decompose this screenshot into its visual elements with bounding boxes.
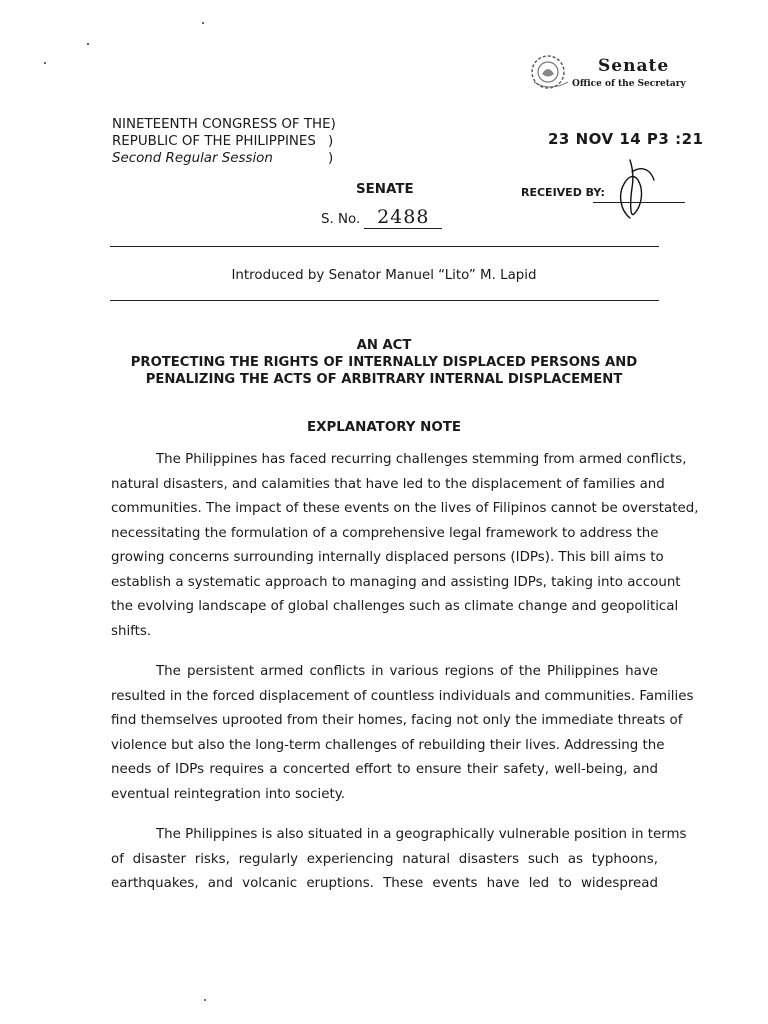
congress-block — [112, 116, 336, 167]
bill-number: 2488 — [364, 206, 442, 229]
congress-paren: ) — [328, 151, 334, 166]
paragraph-line: the evolving landscape of global challenges such as climate change and geopolitical — [111, 599, 679, 614]
paragraph-line: natural disasters, and calamities that have led to the displacement of families and — [111, 476, 665, 492]
scan-speck — [87, 43, 89, 45]
act-title-line: PENALIZING THE ACTS OF ARBITRARY INTERNAL DISPLACEMENT — [145, 372, 623, 387]
act-title-line: AN ACT — [356, 338, 412, 353]
explanatory-note-heading: EXPLANATORY NOTE — [306, 420, 462, 435]
paragraph-line: necessitating the formulation of a comprehensive legal framework to address the — [111, 525, 659, 541]
paragraph-line: establish a systematic approach to managing and assisting IDPs, taking into account — [111, 574, 681, 590]
paragraph-line: growing concerns surrounding internally displaced persons (IDPs). This bill aims to — [111, 550, 664, 565]
divider-top — [110, 246, 659, 247]
divider-bottom — [110, 300, 659, 301]
introduced-by: Introduced by Senator Manuel “Lito” M. Lapid — [231, 268, 537, 283]
act-title-line: PROTECTING THE RIGHTS OF INTERNALLY DISPLACED PERSONS AND — [130, 355, 638, 370]
paragraph-line: violence but also the long-term challenges of rebuilding their lives. Addressing the — [111, 737, 665, 753]
paragraph-line: The Philippines is also situated in a geographically vulnerable position in terms — [156, 827, 687, 842]
scan-speck — [204, 999, 206, 1001]
session-label: Second Regular Session — [112, 151, 273, 166]
congress-line-2: REPUBLIC OF THE PHILIPPINES — [112, 134, 316, 149]
paragraph-2 — [111, 660, 694, 807]
congress-paren: ) — [328, 134, 334, 149]
paragraph-line: communities. The impact of these events on the lives of Filipinos cannot be overstated, — [111, 501, 699, 516]
paragraph-line: of disaster risks, regularly experiencing natural disasters such as typhoons, — [111, 851, 658, 867]
act-title — [100, 337, 668, 388]
paragraph-line: The persistent armed conflicts in various regions of the Philippines have — [156, 664, 658, 679]
chamber-heading: SENATE — [356, 182, 414, 197]
paragraph-3 — [111, 823, 687, 897]
stamp-office: Office of the Secretary — [572, 79, 686, 89]
paragraph-line: find themselves uprooted from their homes, facing not only the immediate threats of — [111, 713, 683, 728]
scan-speck — [44, 62, 46, 64]
paragraph-line: earthquakes, and volcanic eruptions. These events have led to widespread — [111, 876, 658, 891]
paragraph-line: The Philippines has faced recurring challenges stemming from armed conflicts, — [156, 452, 687, 467]
scan-speck — [202, 22, 204, 24]
office-stamp — [572, 54, 712, 98]
congress-line-1: NINETEENTH CONGRESS OF THE — [112, 117, 331, 132]
bill-number-prefix: S. No. — [321, 212, 361, 227]
paragraph-1 — [111, 448, 699, 644]
paragraph-line: needs of IDPs requires a concerted effort to ensure their safety, well-being, and — [111, 762, 658, 777]
paragraph-line: shifts. — [111, 623, 152, 639]
receiver-signature — [608, 158, 658, 222]
paragraph-line: resulted in the forced displacement of countless individuals and communities. Families — [111, 688, 694, 704]
received-date-stamp: 23 NOV 14 P3 :21 — [548, 130, 704, 148]
senate-seal-icon — [528, 52, 572, 92]
paragraph-line: eventual reintegration into society. — [111, 786, 345, 802]
bill-number-line — [321, 206, 442, 229]
stamp-institution: Senate — [598, 56, 670, 76]
congress-paren: ) — [330, 117, 336, 132]
received-by-label: RECEIVED BY: — [521, 186, 605, 199]
